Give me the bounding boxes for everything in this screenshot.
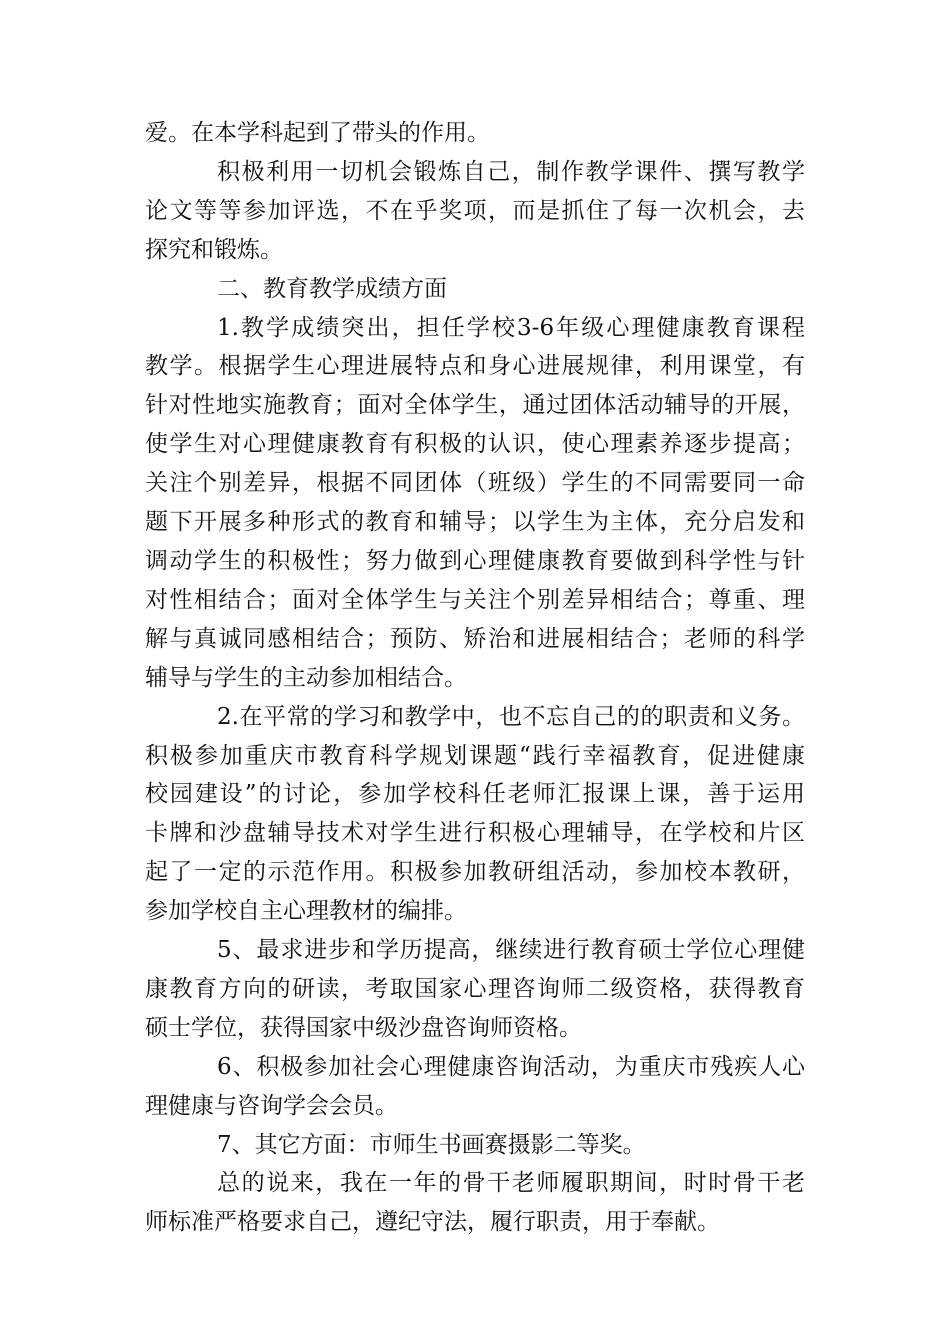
- paragraph: [145, 1048, 805, 1126]
- text-line: 论文等等参加评选，不在乎奖项，而是抓住了每一次机会，去: [145, 197, 805, 224]
- text-line: 7、其它方面：市师生书画赛摄影二等奖。: [217, 1131, 646, 1158]
- text-line: 起了一定的示范作用。积极参加教研组活动，参加校本教研，: [145, 859, 805, 886]
- text-line: 针对性地实施教育；面对全体学生，通过团体活动辅导的开展，: [145, 392, 805, 419]
- paragraph: [145, 1126, 805, 1165]
- text-line: 积极参加重庆市教育科学规划课题“践行幸福教育，促进健康: [145, 742, 805, 769]
- text-line: 题下开展多种形式的教育和辅导；以学生为主体，充分启发和: [145, 509, 805, 536]
- text-line: 总的说来，我在一年的骨干老师履职期间，时时骨干老: [217, 1170, 805, 1197]
- paragraph: [145, 1164, 805, 1242]
- text-line: 6、积极参加社会心理健康咨询活动，为重庆市残疾人心: [217, 1053, 805, 1080]
- text-line: 硕士学位，获得国家中级沙盘咨询师资格。: [145, 1014, 582, 1041]
- text-line: 5、最求进步和学历提高，继续进行教育硕士学位心理健: [217, 937, 805, 964]
- paragraph: [145, 309, 805, 698]
- text-line: 教学。根据学生心理进展特点和身心进展规律，利用课堂，有: [145, 353, 805, 380]
- text-line: 辅导与学生的主动参加相结合。: [145, 664, 467, 691]
- text-line: 校园建设”的讨论，参加学校科任老师汇报课上课，善于运用: [145, 781, 805, 808]
- text-line: 参加学校自主心理教材的编排。: [145, 898, 467, 925]
- paragraph: [145, 931, 805, 1048]
- text-line: 师标准严格要求自己，遵纪守法，履行职责，用于奉献。: [145, 1209, 720, 1236]
- text-line: 使学生对心理健康教育有积极的认识，使心理素养逐步提高；: [145, 431, 805, 458]
- text-line: 探究和锻炼。: [145, 236, 283, 263]
- text-line: 调动学生的积极性；努力做到心理健康教育要做到科学性与针: [145, 547, 805, 574]
- paragraph: [145, 114, 805, 153]
- text-line: 解与真诚同感相结合；预防、矫治和进展相结合；老师的科学: [145, 625, 805, 652]
- section-heading: [145, 270, 805, 309]
- text-line: 理健康与咨询学会会员。: [145, 1092, 398, 1119]
- paragraph: [145, 698, 805, 931]
- text-line: 卡牌和沙盘辅导技术对学生进行积极心理辅导，在学校和片区: [145, 820, 805, 847]
- text-line: 对性相结合；面对全体学生与关注个别差异相结合；尊重、理: [145, 586, 805, 613]
- text-line: 康教育方向的研读，考取国家心理咨询师二级资格，获得教育: [145, 975, 805, 1002]
- document-body: [145, 114, 805, 1242]
- text-line: 2.在平常的学习和教学中，也不忘自己的的职责和义务。: [217, 703, 805, 730]
- text-line: 关注个别差异，根据不同团体（班级）学生的不同需要同一命: [145, 470, 805, 497]
- text-line: 1.教学成绩突出，担任学校3-6年级心理健康教育课程: [217, 314, 805, 341]
- text-line: 积极利用一切机会锻炼自己，制作教学课件、撰写教学: [217, 158, 805, 185]
- paragraph: [145, 153, 805, 270]
- text-line: 爱。在本学科起到了带头的作用。: [145, 120, 490, 146]
- text-line: 二、教育教学成绩方面: [217, 275, 447, 302]
